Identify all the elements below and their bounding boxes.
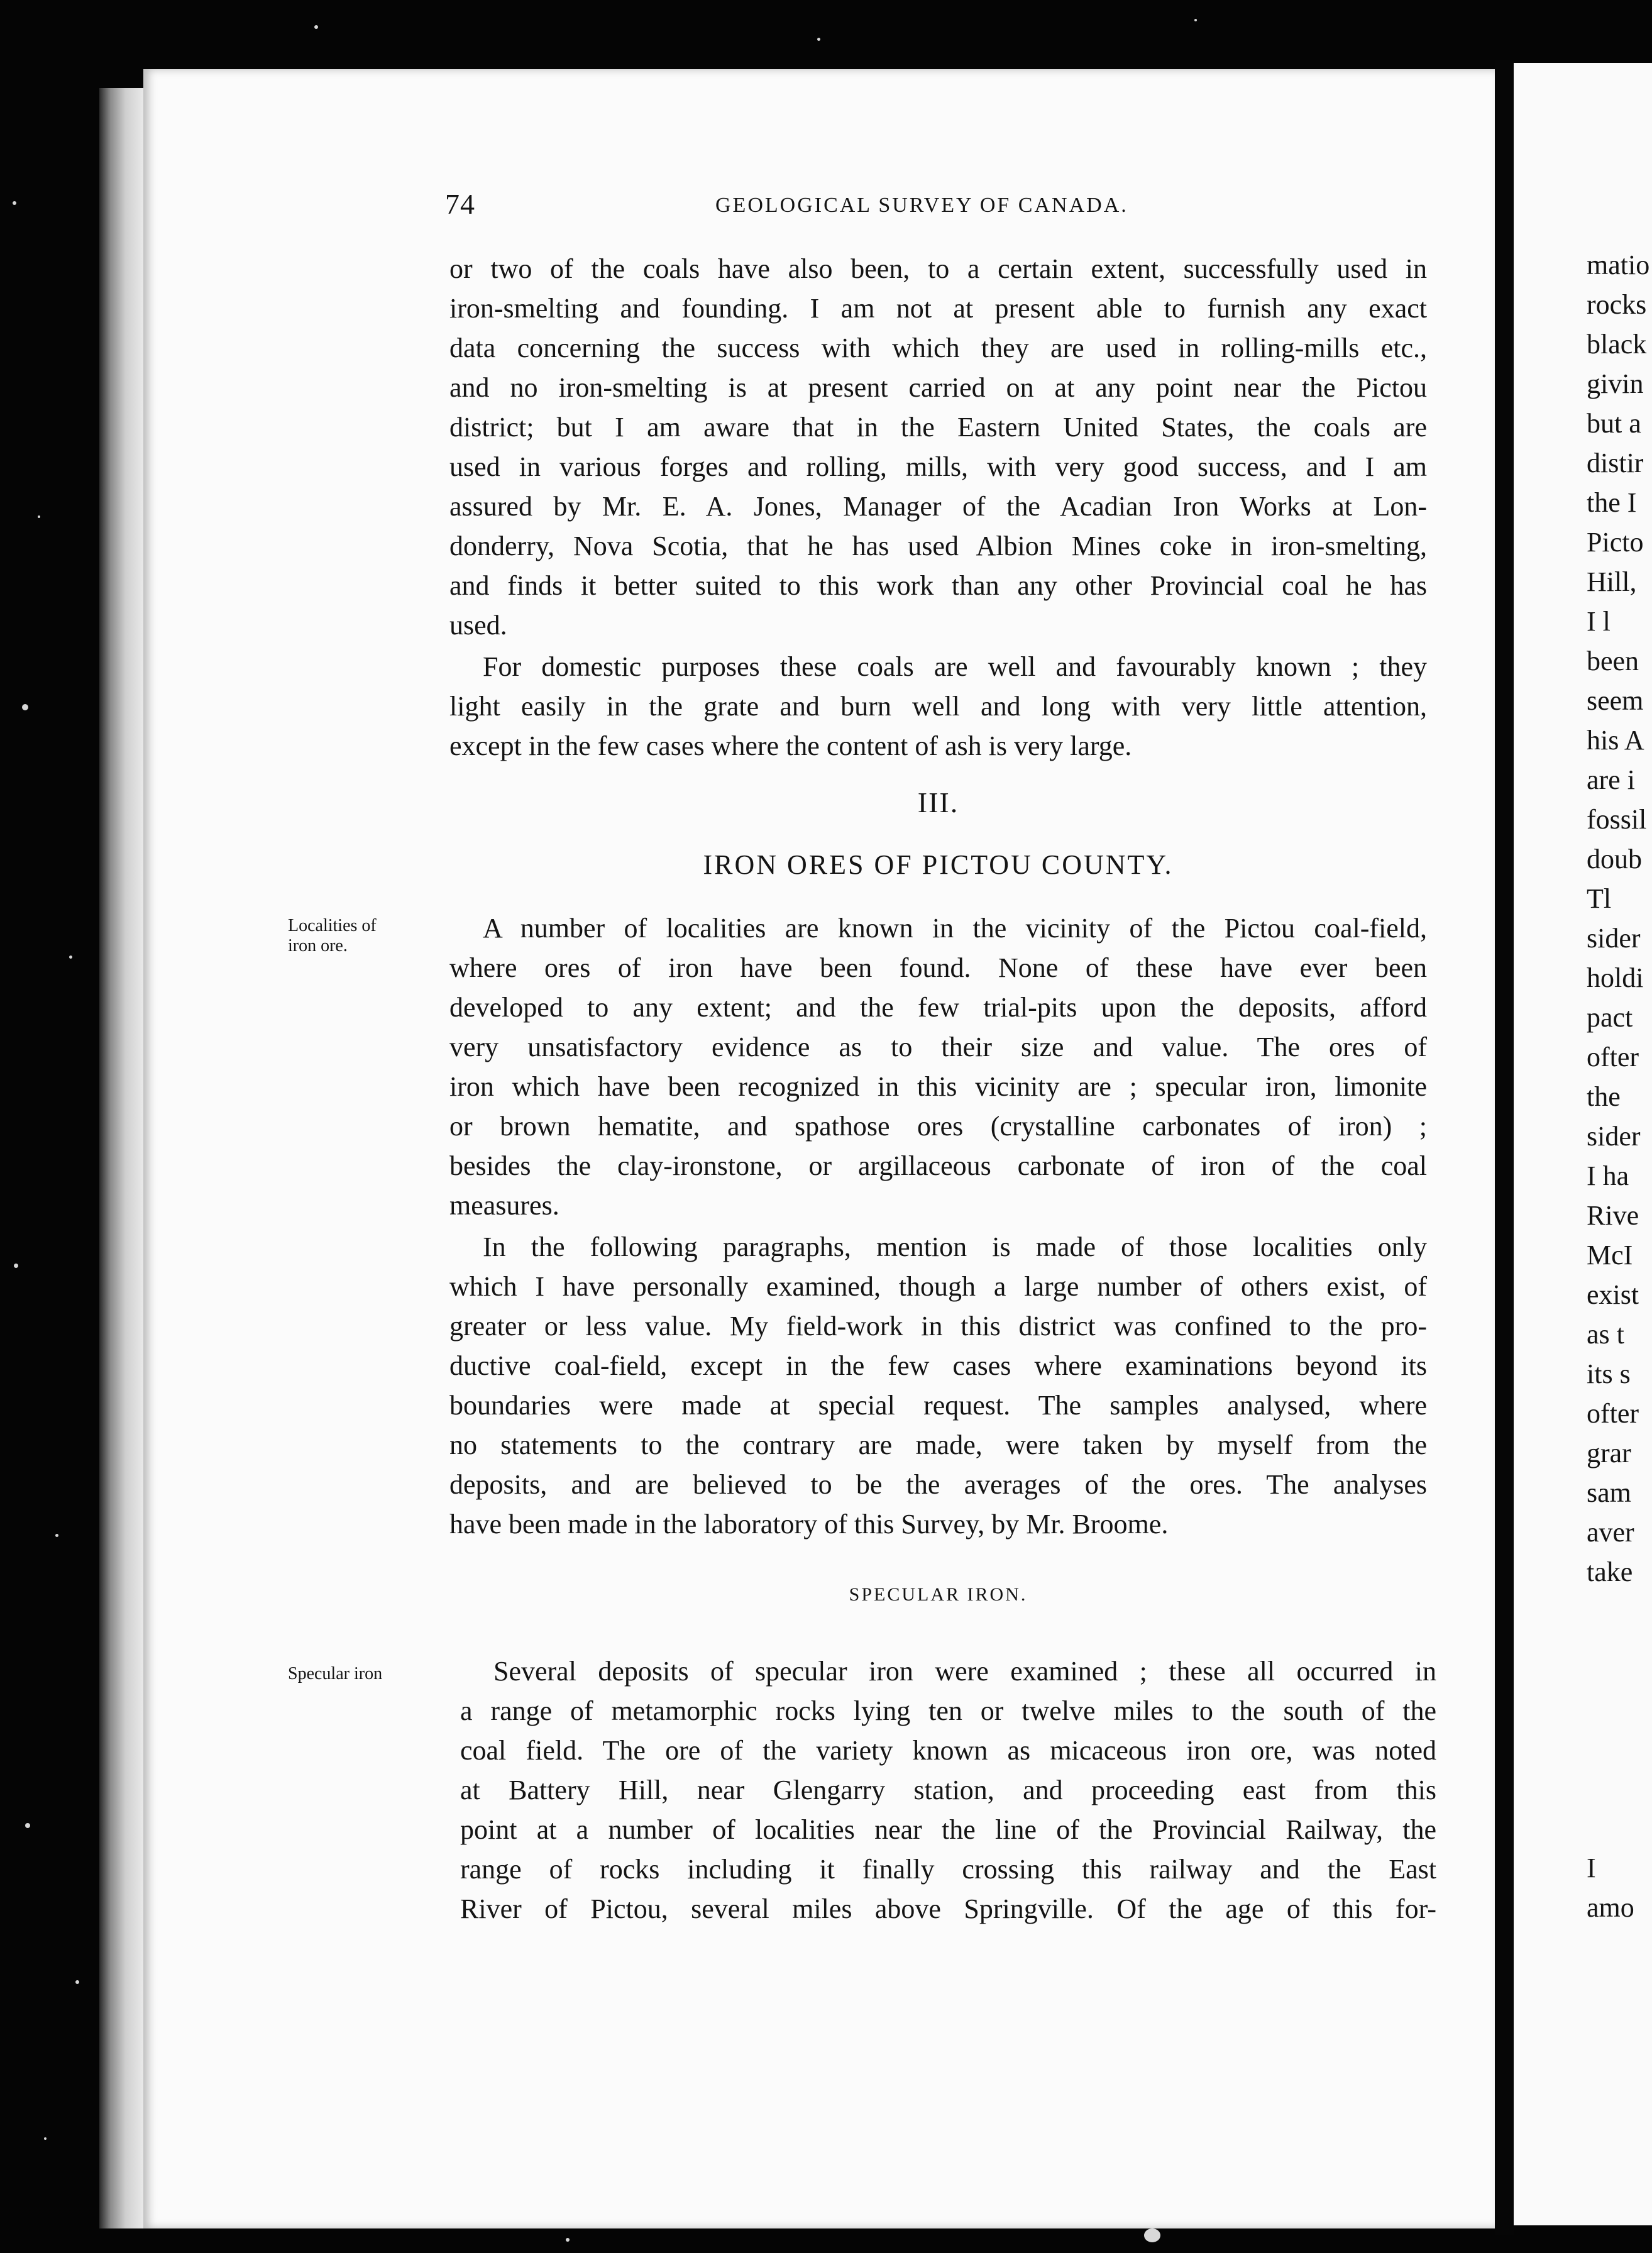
subheading-specular-iron: SPECULAR IRON. <box>849 1584 1028 1605</box>
facing-line: sider <box>1587 923 1641 954</box>
text-line: point at a number of localities near the line of the Provincial Railway, the <box>460 1814 1436 1845</box>
text-line: very unsatisfactory evidence as to their size and value. The ores of <box>449 1032 1427 1062</box>
facing-line: seem <box>1587 685 1644 716</box>
facing-line: ofter <box>1587 1042 1639 1072</box>
facing-line: the I <box>1587 487 1637 518</box>
facing-line: but a <box>1587 408 1641 439</box>
text-line: or brown hematite, and spathose ores (crystalline carbonates of iron) ; <box>449 1111 1427 1142</box>
text-line: iron-smelting and founding. I am not at present able to furnish any exact <box>449 293 1427 324</box>
text-line: no statements to the contrary are made, were taken by myself from the <box>449 1429 1427 1460</box>
margin-note-localities-cont: iron ore. <box>288 936 348 956</box>
text-line: which I have personally examined, though a large number of others exist, of <box>449 1271 1427 1302</box>
facing-line: Tl <box>1587 883 1612 914</box>
text-line: greater or less value. My field-work in this district was confined to the pro- <box>449 1311 1427 1341</box>
text-line: donderry, Nova Scotia, that he has used Albion Mines coke in iron-smelting, <box>449 531 1427 561</box>
text-line: a range of metamorphic rocks lying ten or twelve miles to the south of the <box>460 1695 1436 1726</box>
facing-line: been <box>1587 646 1639 676</box>
facing-line: aver <box>1587 1517 1634 1548</box>
facing-line: holdi <box>1587 962 1644 993</box>
facing-line: sam <box>1587 1477 1631 1508</box>
text-line: where ores of iron have been found. None of these have ever been <box>449 952 1427 983</box>
facing-line: I l <box>1587 606 1611 637</box>
facing-line: exist <box>1587 1279 1639 1310</box>
facing-line: I <box>1587 1853 1596 1883</box>
facing-line: black <box>1587 329 1647 360</box>
facing-line: matio <box>1587 250 1650 280</box>
text-line: A number of localities are known in the vicinity of the Pictou coal-field, <box>483 913 1427 944</box>
facing-line: rocks <box>1587 289 1647 320</box>
page-gutter <box>1495 60 1514 2235</box>
margin-note-specular-iron: Specular iron <box>288 1664 383 1683</box>
text-line: ductive coal-field, except in the few cases where examinations beyond its <box>449 1350 1427 1381</box>
text-line: boundaries were made at special request. The samples analysed, where <box>449 1390 1427 1421</box>
text-line: assured by Mr. E. A. Jones, Manager of the Acadian Iron Works at Lon- <box>449 491 1427 522</box>
text-line: Several deposits of specular iron were examined ; these all occurred in <box>493 1656 1436 1687</box>
text-line: light easily in the grate and burn well and long with very little attention, <box>449 691 1427 722</box>
running-head <box>445 187 1438 225</box>
facing-line: pact <box>1587 1002 1633 1033</box>
text-line: measures. <box>449 1190 559 1221</box>
text-line: River of Pictou, several miles above Springville. Of the age of this for- <box>460 1893 1436 1924</box>
facing-line: Picto <box>1587 527 1644 558</box>
text-line: have been made in the laboratory of this Survey, by Mr. Broome. <box>449 1509 1169 1540</box>
facing-line: are i <box>1587 764 1635 795</box>
text-line: used in various forges and rolling, mills, with very good success, and I am <box>449 451 1427 482</box>
book-spine-shadow <box>99 88 143 2228</box>
facing-line: givin <box>1587 368 1644 399</box>
text-line: data concerning the success with which they are used in rolling-mills etc., <box>449 333 1427 363</box>
margin-note-localities: Localities of <box>288 916 377 935</box>
facing-line: the <box>1587 1081 1621 1112</box>
facing-line: I ha <box>1587 1160 1629 1191</box>
facing-line: McI <box>1587 1240 1633 1270</box>
text-line: at Battery Hill, near Glengarry station, and proceeding east from this <box>460 1775 1436 1805</box>
text-line: used. <box>449 610 507 641</box>
text-line: and finds it better suited to this work than any other Provincial coal he has <box>449 570 1427 601</box>
text-line: or two of the coals have also been, to a certain extent, successfully used in <box>449 253 1427 284</box>
facing-line: Rive <box>1587 1200 1639 1231</box>
running-title: GEOLOGICAL SURVEY OF CANADA. <box>715 194 1128 217</box>
facing-line: Hill, <box>1587 566 1637 597</box>
facing-line: fossil <box>1587 804 1647 835</box>
facing-line: ofter <box>1587 1398 1639 1429</box>
text-line: range of rocks including it finally crossing this railway and the East <box>460 1854 1436 1885</box>
text-line: developed to any extent; and the few trial-pits upon the deposits, afford <box>449 992 1427 1023</box>
facing-line: distir <box>1587 448 1644 478</box>
text-line: deposits, and are believed to be the averages of the ores. The analyses <box>449 1469 1427 1500</box>
facing-line: sider <box>1587 1121 1641 1152</box>
text-line: except in the few cases where the content of ash is very large. <box>449 730 1132 761</box>
text-line: For domestic purposes these coals are well and favourably known ; they <box>483 651 1427 682</box>
text-line: In the following paragraphs, mention is made of those localities only <box>483 1231 1427 1262</box>
page-number: 74 <box>445 188 475 220</box>
facing-line: grar <box>1587 1438 1631 1468</box>
facing-line: as t <box>1587 1319 1624 1350</box>
facing-line: doub <box>1587 844 1642 874</box>
text-line: district; but I am aware that in the Eastern United States, the coals are <box>449 412 1427 443</box>
facing-line: amo <box>1587 1892 1634 1923</box>
text-line: coal field. The ore of the variety known as micaceous iron ore, was noted <box>460 1735 1436 1766</box>
facing-line: his A <box>1587 725 1644 756</box>
text-line: besides the clay-ironstone, or argillaceous carbonate of iron of the coal <box>449 1150 1427 1181</box>
section-title: IRON ORES OF PICTOU COUNTY. <box>703 849 1174 880</box>
text-line: and no iron-smelting is at present carried on at any point near the Pictou <box>449 372 1427 403</box>
facing-line: its s <box>1587 1358 1631 1389</box>
facing-line: take <box>1587 1556 1633 1587</box>
text-line: iron which have been recognized in this vicinity are ; specular iron, limonite <box>449 1071 1427 1102</box>
section-number: III. <box>917 786 959 818</box>
